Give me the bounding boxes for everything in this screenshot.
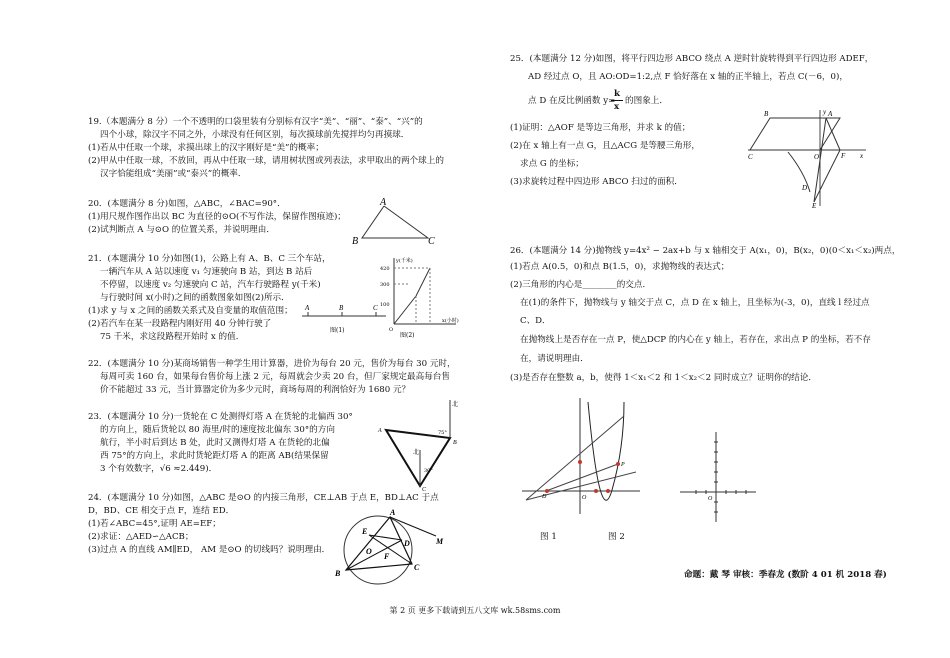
q21-graph-tick-100: 100 [380,302,390,308]
q24-label-d: D [404,539,410,548]
q24-line3: (1)若∠ABC=45°,证明 AE=EF； [88,519,221,529]
q24-line5: (3)过点 A 的直线 AM∥ED， AM 是⊙O 的切线吗？说明理由． [88,545,331,555]
q19-line5: 汉字恰能组成“美丽”或“泰兴”的概率． [100,169,247,179]
q26-line8: (3)是否存在整数 a，b，使得 1＜x₁＜2 和 1＜x₂＜2 同时成立？证明你的结论． [510,373,817,383]
q25-label-c: C [748,153,753,161]
page-footer: 第 2 页 更多下载请到五八文库 wk.58sms.com [389,606,561,615]
q21-road-b: B [339,304,344,312]
q25-axis-x: x [860,152,864,160]
q21-road-a: A [305,304,310,312]
q26-line7: 在，请说明理由． [520,354,589,364]
q24-label-o: O [366,547,372,556]
q25-label-f: F [841,152,846,160]
q26-line1: 26．(本题满分 14 分)抛物线 y=4x² − 2ax+b 与 x 轴相交于 A(x₁，0)，B(x₂，0)(0＜x₁＜x₂)两点， [510,246,901,256]
q25-line7: (3)求旋转过程中四边形 ABCO 扫过的面积． [510,177,683,187]
q26-caption-fig1: 图 1 [540,532,557,542]
q26-line4: 在(1)的条件下，抛物线与 y 轴交于点 C，点 D 在 x 轴上，且坐标为(-3，0)，直线 l 经过点 [520,298,870,308]
q26-line2: (1)若点 A(0.5，0)和点 B(1.5，0)，求抛物线的表达式； [510,262,730,272]
q24-line2: D，BD、CE 相交于点 F，连结 ED． [88,506,235,516]
q23-north-c: 北 [413,449,420,456]
q26-fig1-label-o: O [582,495,587,501]
q24-line1: 24．(本题满分 10 分)如图，△ABC 是⊙O 的内接三角形，CE⊥AB 于点 E，BD⊥AC 于点 [88,493,439,503]
q23-line1: 23．(本题满分 10 分)一货轮在 C 处测得灯塔 A 在货轮的北偏西 30° [88,412,353,422]
q21-line5: (1)求 y 与 x 之间的函数关系式及自变量的取值范围； [88,306,293,316]
q25-line4: (1)证明：△AOF 是等边三角形，并求 k 的值； [510,123,691,133]
q21-road-c: C [373,304,378,312]
q20-label-a: A [380,197,387,208]
q25-line1: 25．(本题满分 12 分)如图，将平行四边形 ABCO 绕点 A 逆时针旋转得到平行四边形 ADEF， [510,54,874,64]
q26-fig2-label-o: O [708,496,713,502]
q25-label-d: D [802,184,808,192]
q25-label-o: O [814,153,820,161]
q24-label-a: A [390,508,396,517]
q19-line2: 四个小球，除汉字不同之外，小球没有任何区别，每次摸球前先搅拌均匀再摸球． [100,130,410,140]
q21-graph-tick-300: 300 [380,282,390,288]
q21-line2: 一辆汽车从 A 站以速度 v₁ 匀速驶向 B 站，到达 B 站后 [100,267,313,277]
q21-graph-figure [370,254,462,338]
q23-angle-30: 30° [424,468,433,474]
q24-label-b: B [335,569,341,578]
q20-label-c: C [428,236,435,247]
q22-line3: 价不能超过 33 元，当计算器定价为多少元时，商场每周的利润恰好为 1680 元？ [100,385,411,395]
q20-line1: 20．(本题满分 8 分)如图，△ABC，∠BAC=90°． [88,199,286,209]
q21-graph-ylabel: y(千米) [396,258,413,264]
q25-label-e: E [812,202,817,210]
q21-graph-caption: 图(2) [400,332,415,338]
q25-axis-y: y [823,108,827,116]
q24-circle-figure [332,504,454,586]
q25-line5: (2)在 x 轴上有一点 G，且△ACG 是等腰三角形， [510,141,700,151]
q19-line1: 19.（本题满分 8 分）一个不透明的口袋里装有分别标有汉字“美”、“丽”、“泰”、“兴”的 [88,117,423,127]
q21-graph-tick-420: 420 [380,266,390,272]
q24-line4: (2)求证：△AED∽△ACB； [88,532,194,542]
q25-parallelogram-figure [744,106,868,210]
q22-line2: 每周可卖 160 台，如果每台售价每上涨 2 元，每周就会少卖 20 台，但厂家规定最高每台售 [100,372,450,382]
q21-line1: 21．(本题满分 10 分)如图(1)，公路上有 A、B、C 三个车站， [88,254,331,264]
q26-fig1-label-d: D [542,494,547,500]
q26-caption-fig2: 图 2 [608,532,625,542]
q25-frac-x: x [614,102,620,112]
q21-road-caption: 图(1) [330,327,345,334]
q26-line6: 在抛物线上是否存在一点 P，使△DCP 的内心在 y 轴上，若存在，求出点 P 的坐标，若不存 [520,335,871,345]
q20-triangle-figure [348,196,440,248]
q21-graph-origin: O [389,327,394,333]
q26-axes-figure [676,428,760,524]
q25-fraction-bar [611,100,623,101]
q25-line6: 求点 G 的坐标； [520,159,584,169]
q24-label-e: E [362,527,368,536]
q25-line2: AD 经过点 O，且 AO:OD=1:2,点 F 恰好落在 x 轴的正半轴上，若点 C(－6，0)， [528,72,848,82]
q24-label-c: C [414,563,420,572]
q23-angle-75: 75° [438,430,447,436]
q23-north-b: 北 [452,401,459,408]
q20-label-b: B [352,236,359,247]
q19-line3: (1)若从中任取一个球，求摸出球上的汉字刚好是“美”的概率； [88,143,324,153]
q20-line3: (2)试判断点 A 与⊙O 的位置关系，并说明理由． [88,225,275,235]
q25-frac-k: k [614,89,620,99]
q23-label-c: C [422,487,427,492]
q25-line3a: 点 D 在反比例函数 y= [528,96,616,106]
q25-label-b: B [764,110,769,118]
q26-line5: C、D． [520,316,551,326]
q20-line2: (1)用尺规作图作出以 BC 为直径的⊙O(不写作法，保留作图痕迹)； [88,212,346,222]
q24-label-m: M [436,537,444,546]
q26-parabola-figure [518,394,642,516]
q23-navigation-figure [376,394,464,492]
q23-line4: 西 75°的方向上，求此时货轮距灯塔 A 的距离 AB(结果保留 [100,451,329,461]
q23-label-b: B [453,440,457,446]
q25-label-a: A [828,110,833,118]
q26-line3: (2)三角形的内心是________的交点． [510,280,652,290]
q21-line4: 与行驶时间 x(小时)之间的函数图象如图(2)所示． [100,293,290,303]
q26-fig1-label-p: P [621,462,625,468]
q25-line3b: 的图象上． [625,96,668,106]
q21-graph-xlabel: x(小时) [442,318,459,324]
exam-signature: 命题：戴 琴 审核：季春龙 (数阶 4 01 机 2018 春) [684,570,887,580]
q21-line7: 75 千米，求这段路程开始时 x 的值． [100,332,245,342]
q23-line2: 的方向上，随后货轮以 80 海里/时的速度按北偏东 30°的方向 [100,425,335,435]
q23-line3: 航行，半小时后到达 B 处，此时又测得灯塔 A 在货轮的北偏 [100,438,330,448]
q23-line5: 3 个有效数字，√6 ≈2.449)． [100,464,218,474]
q21-line3: 不停留，以速度 v₂ 匀速驶向 C 站，汽车行驶路程 y(千米) [100,280,321,290]
q24-label-f: F [384,552,390,561]
q21-line6: (2)若汽车在某一段路程内刚好用 40 分钟行驶了 [88,319,272,329]
q23-label-a: A [378,428,382,434]
q19-line4: (2)甲从中任取一球，不放回，再从中任取一球，请用树状图或列表法，求甲取出的两个球上的 [88,156,444,166]
q22-line1: 22．(本题满分 10 分)某商场销售一种学生用计算器，进价为每台 20 元，售价为每台 30 元时， [88,359,456,369]
